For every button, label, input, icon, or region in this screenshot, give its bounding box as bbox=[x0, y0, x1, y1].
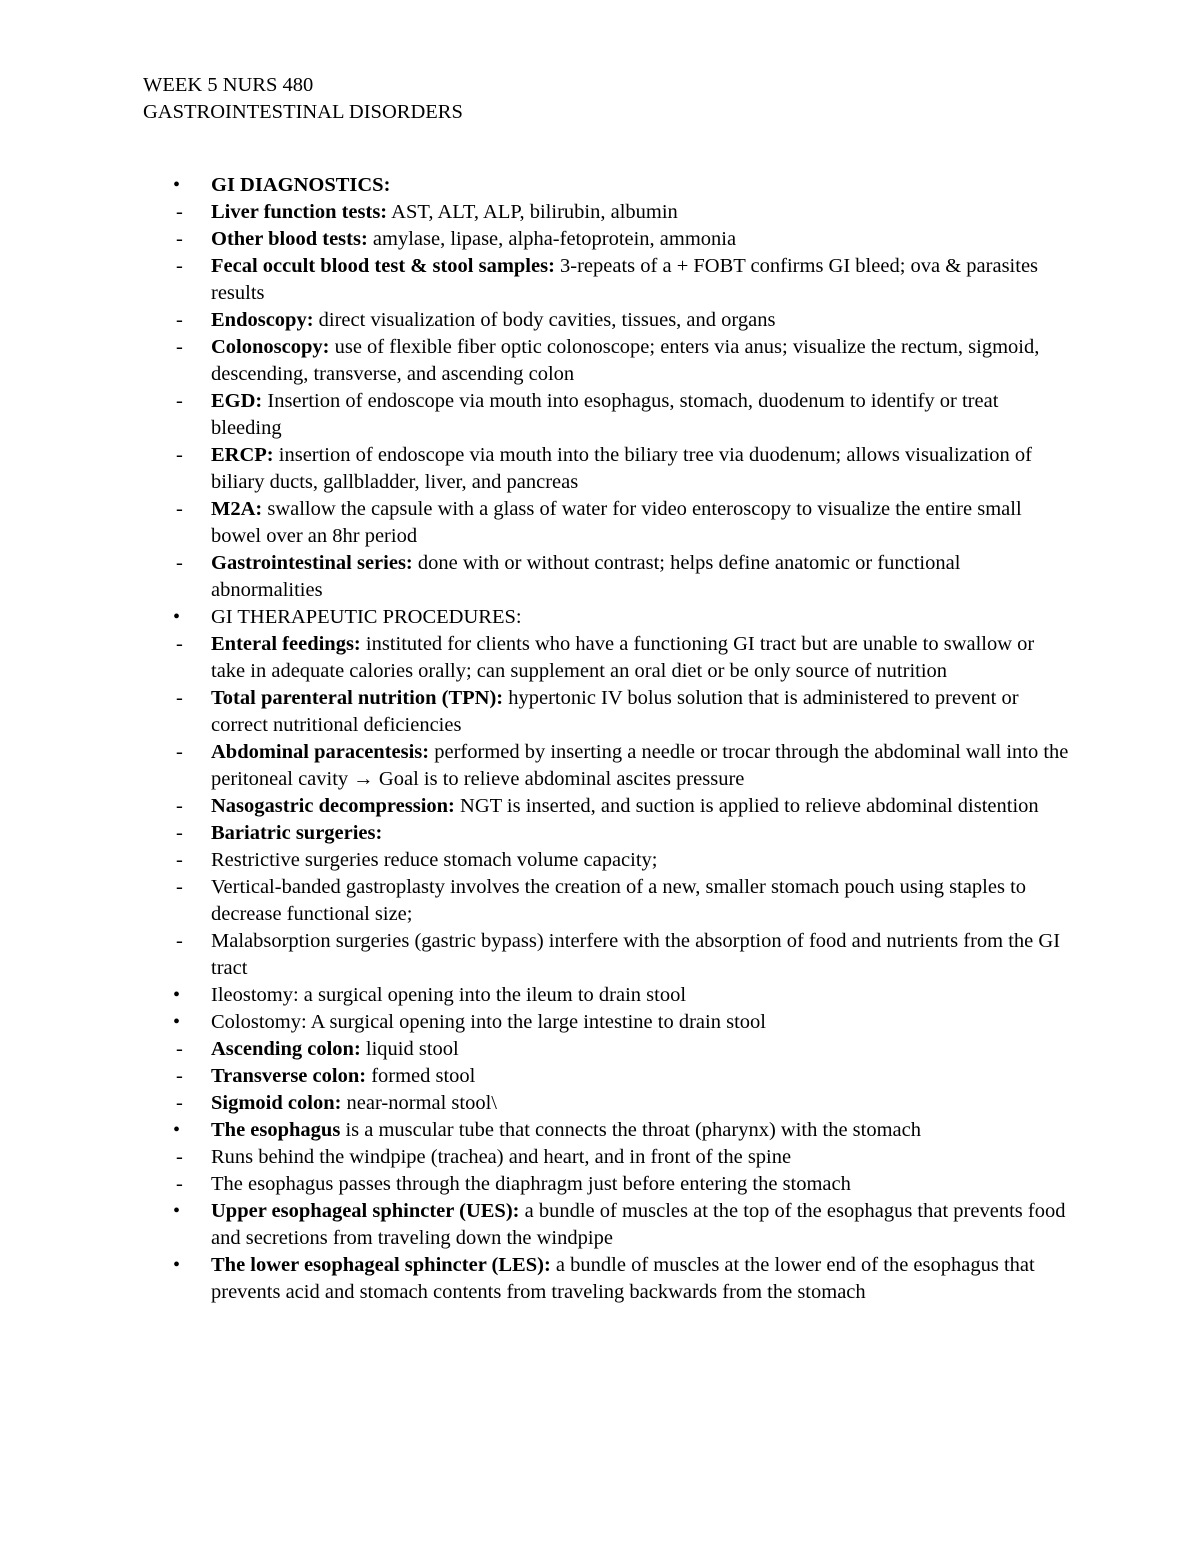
list-item bbox=[0, 199, 1071, 226]
bullet-icon: • bbox=[173, 1200, 181, 1222]
item-term: Other blood tests: bbox=[211, 228, 368, 250]
item-text: GI THERAPEUTIC PROCEDURES: bbox=[211, 606, 522, 628]
item-content bbox=[211, 390, 998, 439]
item-text: a bundle of muscles at the lower end of the esophagus that prevents acid and stomach contents from traveling backwards from the stomach bbox=[211, 1254, 1035, 1303]
item-term: Upper esophageal sphincter (UES): bbox=[211, 1200, 520, 1222]
item-text: AST, ALT, ALP, bilirubin, albumin bbox=[387, 201, 678, 223]
item-content bbox=[211, 1254, 1035, 1303]
list-item bbox=[0, 1117, 1071, 1144]
dash-marker: - bbox=[176, 876, 183, 898]
item-content bbox=[211, 1011, 766, 1033]
dash-marker: - bbox=[176, 795, 183, 817]
bullet-icon: • bbox=[173, 174, 181, 196]
course-title: WEEK 5 NURS 480 bbox=[143, 74, 314, 96]
item-term: Ascending colon: bbox=[211, 1038, 361, 1060]
dash-marker: - bbox=[176, 741, 183, 763]
list-item bbox=[0, 496, 1071, 550]
dash-marker: - bbox=[176, 1065, 183, 1087]
item-term: Transverse colon: bbox=[211, 1065, 367, 1087]
dash-marker: - bbox=[176, 1173, 183, 1195]
list-item bbox=[0, 388, 1071, 442]
item-content bbox=[211, 228, 736, 250]
dash-marker: - bbox=[176, 1092, 183, 1114]
item-term: Endoscopy: bbox=[211, 309, 314, 331]
dash-marker: - bbox=[176, 444, 183, 466]
list-item bbox=[0, 550, 1071, 604]
item-text: formed stool bbox=[366, 1065, 476, 1087]
dash-marker: - bbox=[176, 201, 183, 223]
item-content bbox=[211, 795, 1039, 817]
list-item bbox=[0, 1171, 1071, 1198]
item-content bbox=[211, 444, 1032, 493]
item-content bbox=[211, 1092, 497, 1114]
document-header bbox=[143, 72, 463, 126]
item-term: The lower esophageal sphincter (LES): bbox=[211, 1254, 551, 1276]
item-content bbox=[211, 1146, 791, 1168]
list-item bbox=[0, 982, 1071, 1009]
list-item bbox=[0, 847, 1071, 874]
item-content bbox=[211, 552, 960, 601]
list-item bbox=[0, 739, 1071, 793]
list-item bbox=[0, 928, 1071, 982]
item-content bbox=[211, 1065, 475, 1087]
list-item bbox=[0, 1252, 1071, 1306]
dash-marker: - bbox=[176, 552, 183, 574]
item-term: Bariatric surgeries: bbox=[211, 822, 383, 844]
list-item bbox=[0, 1144, 1071, 1171]
item-content bbox=[211, 876, 1026, 925]
item-text: instituted for clients who have a functioning GI tract but are unable to swallow or take in adequate calories orally; can supplement an oral diet or be only source of nutrition bbox=[211, 633, 1035, 682]
dash-marker: - bbox=[176, 822, 183, 844]
item-text: liquid stool bbox=[360, 1038, 459, 1060]
list-item bbox=[0, 631, 1071, 685]
item-content bbox=[211, 1038, 459, 1060]
dash-marker: - bbox=[176, 336, 183, 358]
item-text: swallow the capsule with a glass of water for video enteroscopy to visualize the entire small bowel over an 8hr period bbox=[211, 498, 1022, 547]
notes-list bbox=[0, 172, 1200, 1306]
list-item bbox=[0, 874, 1071, 928]
dash-marker: - bbox=[176, 390, 183, 412]
item-term: Abdominal paracentesis: bbox=[211, 741, 430, 763]
item-text: 3-repeats of a + FOBT confirms GI bleed; ova & parasites results bbox=[211, 255, 1039, 304]
item-content bbox=[211, 498, 1022, 547]
item-term: Colonoscopy: bbox=[211, 336, 330, 358]
list-item bbox=[0, 820, 1071, 847]
item-term: Fecal occult blood test & stool samples: bbox=[211, 255, 555, 277]
bullet-icon: • bbox=[173, 1254, 181, 1276]
item-text: Ileostomy: a surgical opening into the ileum to drain stool bbox=[211, 984, 687, 1006]
item-text: Restrictive surgeries reduce stomach volume capacity; bbox=[211, 849, 658, 871]
list-item bbox=[0, 172, 1071, 199]
dash-marker: - bbox=[176, 633, 183, 655]
item-text: near-normal stool\ bbox=[341, 1092, 497, 1114]
dash-marker: - bbox=[176, 255, 183, 277]
dash-marker: - bbox=[176, 228, 183, 250]
item-content bbox=[211, 822, 382, 844]
item-content bbox=[211, 255, 1038, 304]
dash-marker: - bbox=[176, 849, 183, 871]
dash-marker: - bbox=[176, 930, 183, 952]
item-term: Liver function tests: bbox=[211, 201, 388, 223]
item-term: The esophagus bbox=[211, 1119, 341, 1141]
list-item bbox=[0, 253, 1071, 307]
dash-marker: - bbox=[176, 498, 183, 520]
item-text: use of flexible fiber optic colonoscope; enters via anus; visualize the rectum, sigmoid, descending, transverse, and ascending colon bbox=[211, 336, 1040, 385]
item-term: GI DIAGNOSTICS: bbox=[211, 174, 391, 196]
item-term: EGD: bbox=[211, 390, 263, 412]
item-term: Gastrointestinal series: bbox=[211, 552, 413, 574]
bullet-icon: • bbox=[173, 606, 181, 628]
item-content bbox=[211, 1119, 921, 1141]
item-content bbox=[211, 1200, 1065, 1249]
item-content bbox=[211, 849, 657, 871]
item-content bbox=[211, 606, 522, 628]
item-text: Vertical-banded gastroplasty involves the creation of a new, smaller stomach pouch using staples to decrease functional size; bbox=[211, 876, 1027, 925]
topic-title: GASTROINTESTINAL DISORDERS bbox=[143, 101, 463, 123]
list-item bbox=[0, 604, 1071, 631]
list-item bbox=[0, 226, 1071, 253]
item-content bbox=[211, 309, 775, 331]
dash-marker: - bbox=[176, 687, 183, 709]
item-text: done with or without contrast; helps define anatomic or functional abnormalities bbox=[211, 552, 961, 601]
item-text: Malabsorption surgeries (gastric bypass) interfere with the absorption of food and nutrients from the GI tract bbox=[211, 930, 1061, 979]
list-item bbox=[0, 685, 1071, 739]
item-content bbox=[211, 687, 1019, 736]
list-item bbox=[0, 793, 1071, 820]
list-item bbox=[0, 442, 1071, 496]
list-item bbox=[0, 1036, 1071, 1063]
list-item bbox=[0, 1090, 1071, 1117]
bullet-icon: • bbox=[173, 1011, 181, 1033]
list-item bbox=[0, 307, 1071, 334]
item-term: Sigmoid colon: bbox=[211, 1092, 342, 1114]
item-term: Enteral feedings: bbox=[211, 633, 361, 655]
item-content bbox=[211, 984, 686, 1006]
item-content bbox=[211, 633, 1034, 682]
item-text: insertion of endoscope via mouth into the biliary tree via duodenum; allows visualization of biliary ducts, gallbladder, liver, and pancreas bbox=[211, 444, 1032, 493]
item-content bbox=[211, 336, 1039, 385]
item-content bbox=[211, 930, 1060, 979]
item-text: direct visualization of body cavities, tissues, and organs bbox=[313, 309, 776, 331]
item-term: Total parenteral nutrition (TPN): bbox=[211, 687, 504, 709]
list-item bbox=[0, 334, 1071, 388]
item-content bbox=[211, 741, 1068, 790]
item-content bbox=[211, 201, 678, 223]
item-content bbox=[211, 174, 390, 196]
item-text: amylase, lipase, alpha-fetoprotein, ammonia bbox=[367, 228, 737, 250]
item-text: performed by inserting a needle or trocar through the abdominal wall into the peritoneal cavity → Goal is to relieve abdominal ascites pressure bbox=[211, 741, 1069, 790]
dash-marker: - bbox=[176, 309, 183, 331]
bullet-icon: • bbox=[173, 984, 181, 1006]
list-item bbox=[0, 1198, 1071, 1252]
list-item bbox=[0, 1063, 1071, 1090]
item-term: ERCP: bbox=[211, 444, 274, 466]
item-text: a bundle of muscles at the top of the esophagus that prevents food and secretions from traveling down the windpipe bbox=[211, 1200, 1066, 1249]
item-text: Runs behind the windpipe (trachea) and heart, and in front of the spine bbox=[211, 1146, 792, 1168]
item-term: Nasogastric decompression: bbox=[211, 795, 455, 817]
item-text: Colostomy: A surgical opening into the large intestine to drain stool bbox=[211, 1011, 766, 1033]
item-content bbox=[211, 1173, 851, 1195]
item-text: hypertonic IV bolus solution that is administered to prevent or correct nutritional deficiencies bbox=[211, 687, 1019, 736]
dash-marker: - bbox=[176, 1146, 183, 1168]
item-text: Insertion of endoscope via mouth into esophagus, stomach, duodenum to identify or treat bleeding bbox=[211, 390, 999, 439]
item-text: is a muscular tube that connects the throat (pharynx) with the stomach bbox=[340, 1119, 921, 1141]
list-item bbox=[0, 1009, 1071, 1036]
item-term: M2A: bbox=[211, 498, 263, 520]
bullet-icon: • bbox=[173, 1119, 181, 1141]
dash-marker: - bbox=[176, 1038, 183, 1060]
item-text: The esophagus passes through the diaphragm just before entering the stomach bbox=[211, 1173, 851, 1195]
item-text: NGT is inserted, and suction is applied to relieve abdominal distention bbox=[454, 795, 1039, 817]
